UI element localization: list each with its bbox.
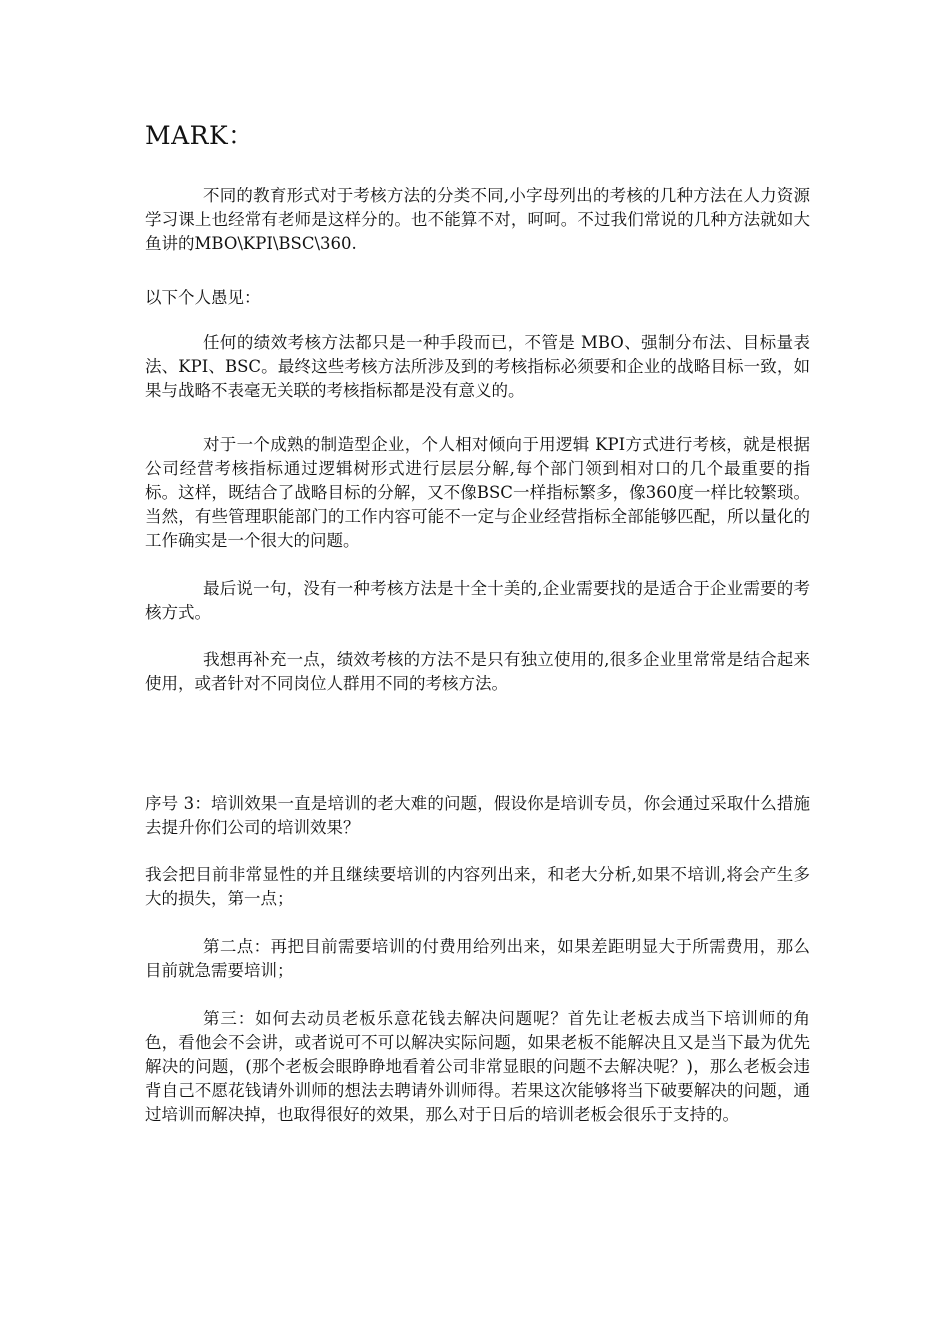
paragraph-first-point: 我会把目前非常显性的并且继续要培训的内容列出来，和老大分析,如果不培训,将会产生多大的损失，第一点； [145, 865, 810, 908]
paragraph-assessment-methods: 不同的教育形式对于考核方法的分类不同,小字母列出的考核的几种方法在人力资源学习课上也经常有老师是这样分的。也不能算不对，呵呵。不过我们常说的几种方法就如大鱼讲的MBO\KPI\BSC\360. [145, 186, 810, 253]
paragraph-strategy-alignment: 任何的绩效考核方法都只是一种手段而已，不管是 MBO、强制分布法、目标量表法、KPI、BSC。最终这些考核方法所涉及到的考核指标必须要和企业的战略目标一致，如果与战略不表毫无关联的考核指标都是没有意义的。 [145, 333, 810, 400]
paragraph-supplement: 我想再补充一点，绩效考核的方法不是只有独立使用的,很多企业里常常是结合起来使用，或者针对不同岗位人群用不同的考核方法。 [145, 650, 810, 693]
paragraph-kpi-approach: 对于一个成熟的制造型企业，个人相对倾向于用逻辑 KPI方式进行考核，就是根据公司经营考核指标通过逻辑树形式进行层层分解,每个部门领到相对口的几个最重要的指标。这样，既结合了战略目标的分解，又不像BSC一样指标繁多，像360度一样比较繁琐。当然，有些管理职能部门的工作内容可能不一定与企业经营指标全部能够匹配，所以量化的工作确实是一个很大的问题。 [145, 435, 810, 550]
paragraph-personal-opinion: 以下个人愚见： [145, 288, 261, 307]
paragraph-second-point: 第二点：再把目前需要培训的付费用给列出来，如果差距明显大于所需费用，那么目前就急需要培训； [145, 937, 810, 980]
paragraph-conclusion: 最后说一句，没有一种考核方法是十全十美的,企业需要找的是适合于企业需要的考核方式。 [145, 579, 810, 622]
document-heading: MARK： [145, 121, 254, 150]
paragraph-question-3: 序号 3：培训效果一直是培训的老大难的问题，假设你是培训专员，你会通过采取什么措施去提升你们公司的培训效果？ [145, 794, 810, 837]
paragraph-third-point: 第三：如何去动员老板乐意花钱去解决问题呢？首先让老板去成当下培训师的角色，看他会不会讲，或者说可不可以解决实际问题，如果老板不能解决且又是当下最为优先解决的问题，(那个老板会眼睁睁地看着公司非常显眼的问题不去解决呢？)，那么老板会违背自己不愿花钱请外训师的想法去聘请外训师得。若果这次能够将当下破要解决的问题，通过培训而解决掉，也取得很好的效果，那么对于日后的培训老板会很乐于支持的。 [145, 1009, 810, 1124]
